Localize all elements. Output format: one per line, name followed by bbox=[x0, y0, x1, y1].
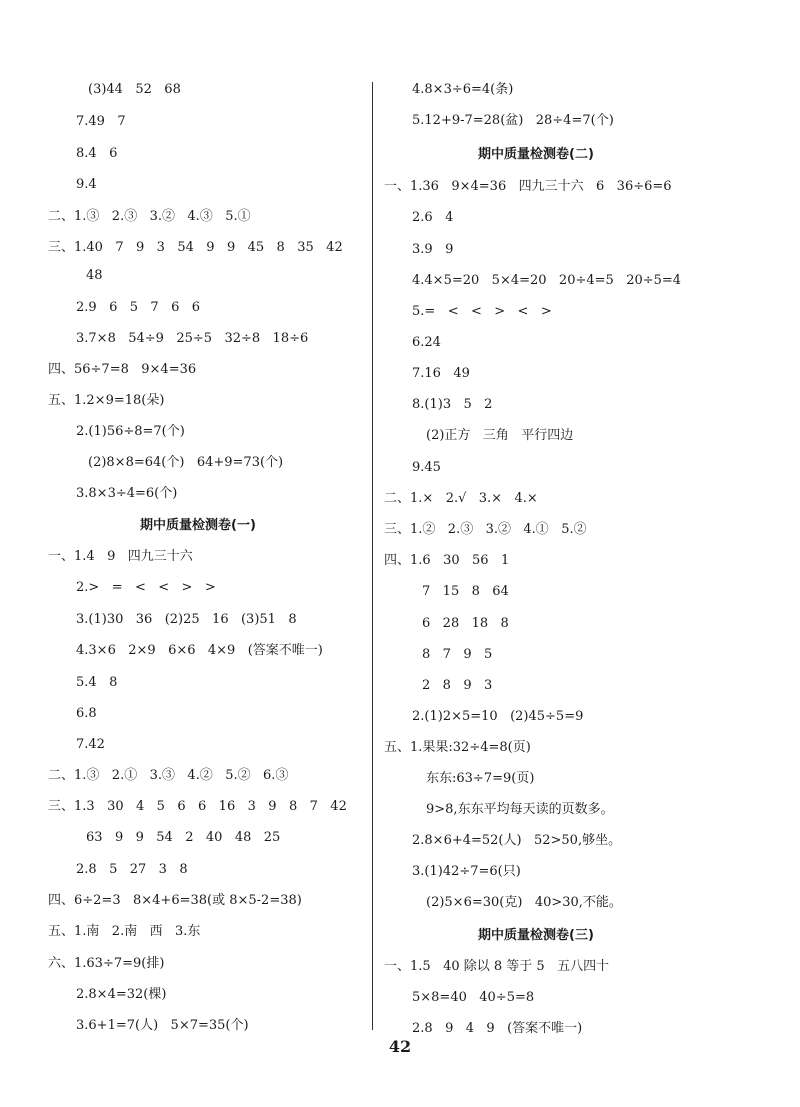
answer-line: 三、1.40 7 9 3 54 9 9 45 8 35 42 bbox=[48, 240, 343, 255]
answer-line: (2)正方 三角 平行四边 bbox=[426, 428, 574, 443]
answer-line: 一、1.36 9×4=36 四九三十六 6 36÷6=6 bbox=[384, 179, 672, 194]
answer-line: 四、6÷2=3 8×4+6=38(或 8×5-2=38) bbox=[48, 893, 302, 908]
answer-line: 8.4 6 bbox=[76, 146, 118, 161]
answer-line: (3)44 52 68 bbox=[88, 82, 181, 97]
answer-line: 6.8 bbox=[76, 706, 97, 721]
answer-line: 4.8×3÷6=4(条) bbox=[412, 82, 514, 97]
answer-line: 六、1.63÷7=9(排) bbox=[48, 956, 165, 971]
answer-line: 8.(1)3 5 2 bbox=[412, 397, 493, 412]
answer-line: 7 15 8 64 bbox=[422, 584, 509, 599]
answer-line: 6 28 18 8 bbox=[422, 616, 509, 631]
answer-line: 3.8×3÷4=6(个) bbox=[76, 486, 178, 501]
answer-line: 四、56÷7=8 9×4=36 bbox=[48, 362, 197, 377]
answer-line: 五、1.果果:32÷4=8(页) bbox=[384, 740, 531, 755]
answer-line: 48 bbox=[86, 268, 103, 283]
answer-line: 4.4×5=20 5×4=20 20÷4=5 20÷5=4 bbox=[412, 273, 682, 288]
answer-line: 2.9 6 5 7 6 6 bbox=[76, 300, 201, 315]
answer-line: 5×8=40 40÷5=8 bbox=[412, 990, 535, 1005]
answer-line: 2.(1)56÷8=7(个) bbox=[76, 424, 185, 439]
answer-line: 6.24 bbox=[412, 335, 441, 350]
answer-line: 9.45 bbox=[412, 460, 441, 475]
column-divider bbox=[372, 82, 373, 1030]
answer-line: 3.7×8 54÷9 25÷5 32÷8 18÷6 bbox=[76, 331, 309, 346]
answer-line: 3.(1)42÷7=6(只) bbox=[412, 864, 521, 879]
answer-line: 7.16 49 bbox=[412, 366, 470, 381]
answer-line: 5.4 8 bbox=[76, 675, 118, 690]
answer-line: 2.6 4 bbox=[412, 210, 454, 225]
answer-line: 5.12+9-7=28(盆) 28÷4=7(个) bbox=[412, 113, 614, 128]
answer-line: 2.(1)2×5=10 (2)45÷5=9 bbox=[412, 709, 584, 724]
answer-line: 63 9 9 54 2 40 48 25 bbox=[86, 830, 281, 845]
answer-line: 7.42 bbox=[76, 737, 105, 752]
answer-line: 三、1.3 30 4 5 6 6 16 3 9 8 7 42 bbox=[48, 799, 347, 814]
answer-line: 3.6+1=7(人) 5×7=35(个) bbox=[76, 1018, 249, 1033]
answer-line: 3.9 9 bbox=[412, 242, 454, 257]
answer-line: 8 7 9 5 bbox=[422, 647, 493, 662]
page-number: 42 bbox=[388, 1037, 412, 1056]
answer-line: 3.(1)30 36 (2)25 16 (3)51 8 bbox=[76, 612, 297, 627]
answer-line: 2.8×4=32(棵) bbox=[76, 987, 167, 1002]
answer-line: 二、1.× 2.√ 3.× 4.× bbox=[384, 491, 538, 506]
answer-line: 五、1.2×9=18(朵) bbox=[48, 393, 165, 408]
answer-line: 5.= < < > < > bbox=[412, 304, 552, 319]
answer-line: 2.8 9 4 9 (答案不唯一) bbox=[412, 1021, 583, 1036]
section-heading: 期中质量检测卷(三) bbox=[478, 928, 594, 943]
answer-line: 东东:63÷7=9(页) bbox=[426, 771, 535, 786]
answer-line: 9.4 bbox=[76, 177, 97, 192]
answer-line: 五、1.南 2.南 西 3.东 bbox=[48, 924, 201, 939]
answer-line: (2)5×6=30(克) 40>30,不能。 bbox=[426, 895, 622, 910]
answer-line: 4.3×6 2×9 6×6 4×9 (答案不唯一) bbox=[76, 643, 323, 658]
answer-line: 2.8×6+4=52(人) 52>50,够坐。 bbox=[412, 833, 622, 848]
answer-line: 二、1.③ 2.③ 3.② 4.③ 5.① bbox=[48, 209, 251, 224]
answer-line: 四、1.6 30 56 1 bbox=[384, 553, 510, 568]
answer-line: 7.49 7 bbox=[76, 114, 126, 129]
answer-line: 2.> = < < > > bbox=[76, 580, 216, 595]
answer-line: 一、1.4 9 四九三十六 bbox=[48, 549, 193, 564]
section-heading: 期中质量检测卷(一) bbox=[140, 518, 256, 533]
section-heading: 期中质量检测卷(二) bbox=[478, 147, 594, 162]
answer-line: 2 8 9 3 bbox=[422, 678, 493, 693]
answer-line: 二、1.③ 2.① 3.③ 4.② 5.② 6.③ bbox=[48, 768, 289, 783]
answer-line: 2.8 5 27 3 8 bbox=[76, 862, 188, 877]
answer-line: 三、1.② 2.③ 3.② 4.① 5.② bbox=[384, 522, 587, 537]
answer-line: 一、1.5 40 除以 8 等于 5 五八四十 bbox=[384, 959, 610, 974]
answer-line: 9>8,东东平均每天读的页数多。 bbox=[426, 802, 614, 817]
answer-line: (2)8×8=64(个) 64+9=73(个) bbox=[88, 455, 284, 470]
